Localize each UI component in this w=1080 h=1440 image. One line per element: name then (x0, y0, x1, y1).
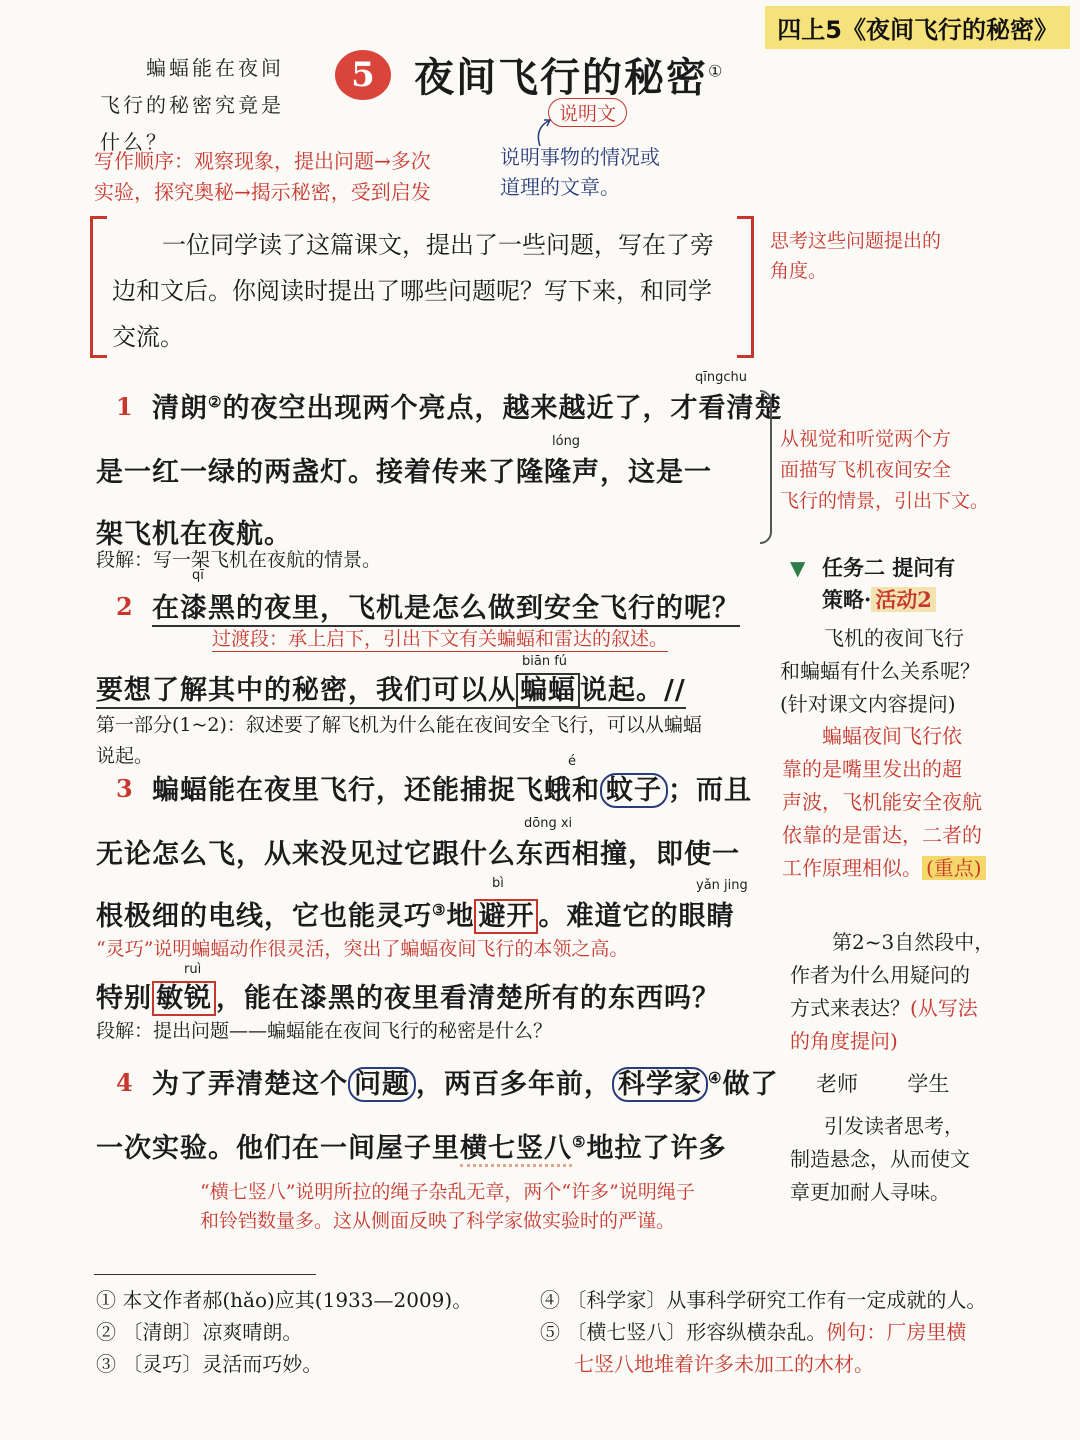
transition-note: 过渡段：承上启下，引出下文有关蝙蝠和雷达的叙述。 (212, 624, 668, 652)
para3-analysis: 段解：提出问题——蝙蝠能在夜间飞行的秘密是什么？ (96, 1020, 553, 1042)
task-label: 任务二 提问有 策略· 活动2 (822, 555, 956, 612)
lesson-number-badge: 5 (335, 50, 391, 100)
teacher-student (816, 1068, 949, 1098)
footnotes-right: ④ 〔科学家〕从事科学研究工作有一定成就的人。 ⑤ 〔横七竖八〕形容纵横杂乱。例句：厂房里横 七竖八地堆着许多未加工的木材。 (540, 1288, 987, 1376)
para3-line4: 特别 敏锐 ，能在漆黑的夜里看清楚所有的东西吗？ (96, 983, 720, 1014)
para4-line2: 一次实验。他们在一间屋子里横七竖八⑤地拉了许多 (96, 1126, 726, 1165)
pinyin: lóng (552, 434, 581, 449)
pinyin: yǎn jing (696, 878, 748, 893)
part1-summary: 第一部分(1~2)：叙述要了解飞机为什么能在夜间安全飞行，可以从蝙蝠 说起。 (96, 714, 702, 767)
pinyin: biān fú (522, 654, 568, 669)
para1-analysis: 段解：写一架飞机在夜航的情景。 (96, 549, 382, 571)
pinyin: bì (492, 876, 504, 891)
para-number: 4 (116, 1068, 133, 1097)
genre-label: 说明文 (548, 98, 627, 127)
pinyin: ruì (184, 962, 202, 977)
lingqiao-note: “灵巧”说明蝙蝠动作很灵活，突出了蝙蝠夜间飞行的本领之高。 (96, 938, 629, 960)
pinyin: qī (192, 568, 204, 583)
para3-line2: 无论怎么飞，从来没见过它跟什么东西相撞，即使一 (96, 839, 740, 870)
para-number: 2 (116, 592, 133, 621)
footnotes-left: ① 本文作者郝(hǎo)应其(1933—2009)。 ② 〔清朗〕凉爽晴朗。 ③ 〔灵巧〕灵活而巧妙。 (96, 1288, 473, 1376)
para4-line1: 为了弄清楚这个 问题 ，两百多年前， 科学家 ④做了 (152, 1069, 779, 1100)
pinyin: dōng xi (524, 816, 573, 831)
para1-line2: 是一红一绿的两盏灯。接着传来了隆隆声，这是一 (96, 457, 712, 488)
teacher-label: 老师 (816, 1072, 858, 1096)
para1-line3: 架飞机在夜航。 (96, 519, 292, 550)
intro-bracket-left (90, 216, 107, 358)
para3-line1: 蝙蝠能在夜里飞行，还能捕捉飞蛾和 蚊子 ；而且 (152, 775, 752, 806)
intro-side-note: 思考这些问题提出的 角度。 (770, 230, 942, 282)
para4-note: “横七竖八”说明所拉的绳子杂乱无章，两个“许多”说明绳子 和铃铛数量多。这从侧面反映了科学家做实验时的严谨。 (200, 1181, 695, 1232)
student-label: 学生 (907, 1072, 950, 1096)
intro-text: 一位同学读了这篇课文，提出了一些问题，写在了旁 边和文后。你阅读时提出了哪些问题呢？写下来，和同学 交流。 (112, 231, 714, 351)
lesson-tag: 四上5《夜间飞行的秘密》 (765, 6, 1070, 49)
para1-line1: 清朗②的夜空出现两个亮点，越来越近了，才看清楚 (152, 393, 783, 424)
task-question: 飞机的夜间飞行 和蝙蝠有什么关系呢？ (针对课文内容提问) (780, 626, 980, 716)
para2-line1: 在漆黑的夜里，飞机是怎么做到安全飞行的呢？ (152, 586, 740, 627)
task-answer: 蝙蝠夜间飞行依 靠的是嘴里发出的超 声波，飞机能安全夜航 依靠的是雷达，二者的 工作原理相似。 (重点) (782, 720, 986, 885)
writing-order-note: 写作顺序：观察现象，提出问题→多次 实验，探究奥秘→揭示秘密，受到启发 (94, 149, 431, 204)
writing-question: 第2~3自然段中， 作者为什么用疑问的 方式来表达？(从写法 的角度提问) (790, 930, 995, 1053)
para-number: 3 (116, 774, 133, 803)
para1-brace (760, 390, 772, 544)
para3-line3: 根极细的电线，它也能灵巧③地 避开 。难道它的眼睛 (96, 901, 735, 932)
triangle-icon: ▼ (790, 556, 806, 580)
header-question: 蝙蝠能在夜间 飞行的秘密究竟是 什么？ (100, 56, 284, 154)
para-number: 1 (116, 392, 133, 421)
genre-definition: 说明事物的情况或 道理的文章。 (500, 145, 660, 199)
lesson-title: 夜间飞行的秘密① (414, 54, 725, 101)
pinyin: é (568, 754, 576, 769)
pinyin: qīngchu (695, 370, 747, 385)
para1-side-note: 从视觉和听觉两个方 面描写飞机夜间安全 飞行的情景，引出下文。 (780, 428, 990, 512)
footnote-divider (94, 1274, 316, 1275)
para2-line2: 要想了解其中的秘密，我们可以从 蝙蝠 说起。// (96, 668, 686, 709)
writing-answer: 引发读者思考， 制造悬念，从而使文 章更加耐人寻味。 (790, 1114, 970, 1204)
